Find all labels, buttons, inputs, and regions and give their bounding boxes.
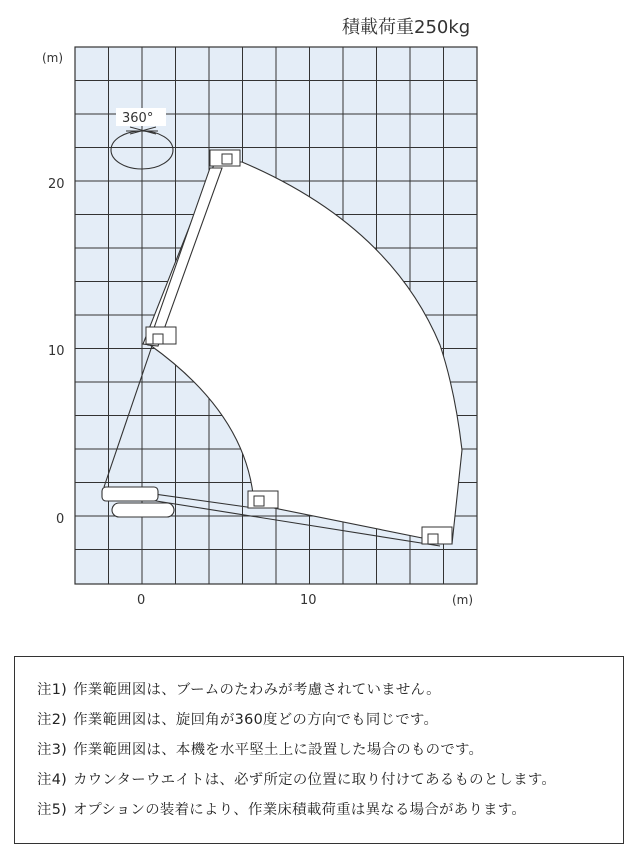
note-4: 注4) カウンターウエイトは、必ず所定の位置に取り付けてあるものとします。 [37,772,557,788]
rotation-label: 360° [122,111,154,126]
platform-top [210,150,240,166]
note-1: 注1) 作業範囲図は、ブームのたわみが考慮されていません。 [37,682,441,698]
y-tick-0: 0 [56,512,65,527]
x-tick-10: 10 [300,593,317,608]
x-tick-0: 0 [137,593,146,608]
platform-far [422,527,452,544]
note-2: 注2) 作業範囲図は、旋回角が360度どの方向でも同じです。 [37,712,439,728]
y-tick-20: 20 [48,177,65,192]
platform-mid [146,327,176,344]
y-tick-10: 10 [48,344,65,359]
capacity-label: 積載荷重250kg [342,17,471,38]
x-unit-label: (m) [452,593,474,607]
y-unit-label: (m) [42,51,64,65]
notes-box [14,656,624,844]
note-5: 注5) オプションの装着により、作業床積載荷重は異なる場合があります。 [37,802,527,818]
note-3: 注3) 作業範囲図は、本機を水平堅土上に設置した場合のものです。 [37,742,484,758]
platform-low [248,491,278,508]
